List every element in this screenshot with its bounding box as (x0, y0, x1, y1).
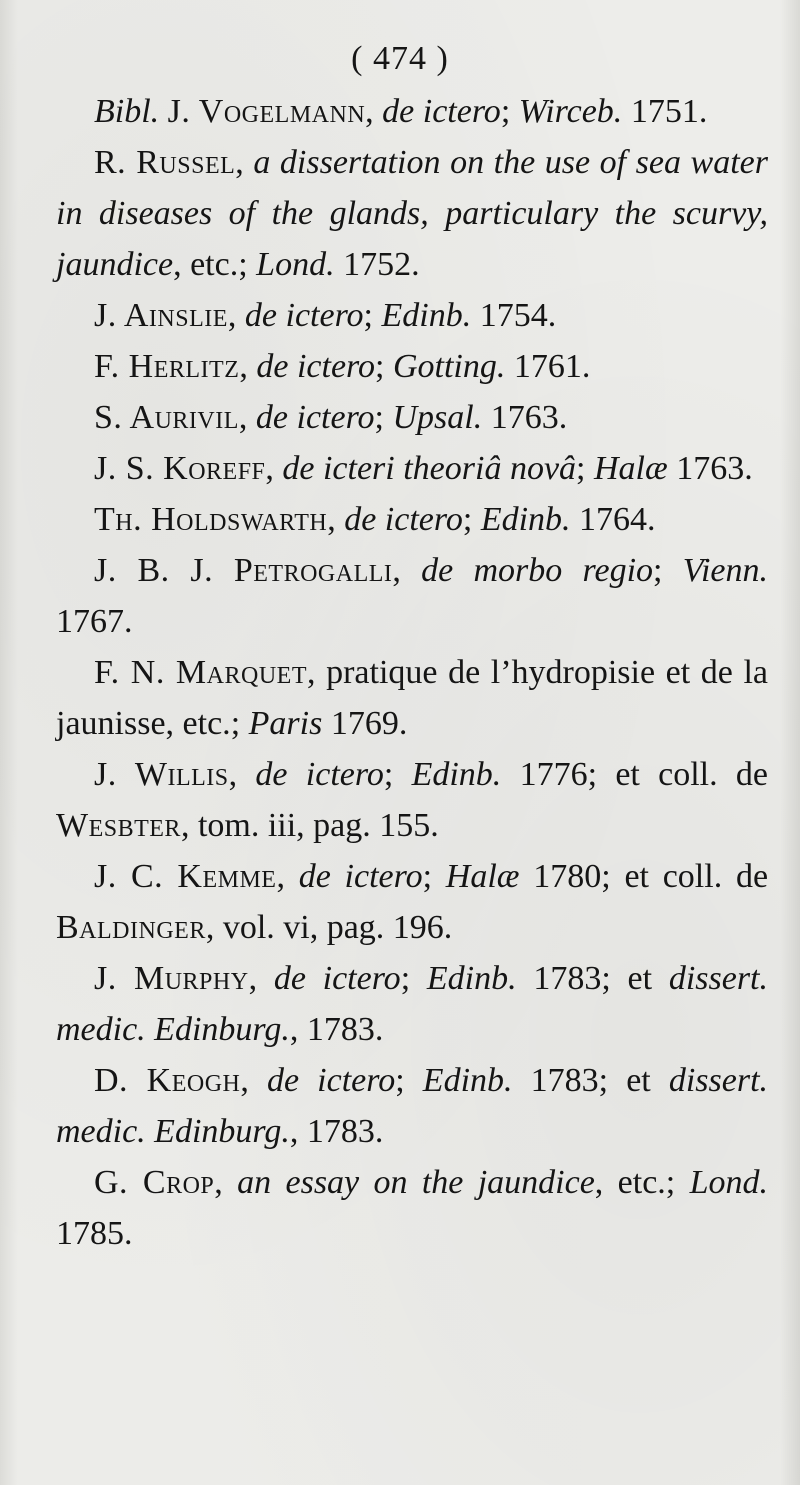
entry-tail-ref: 1783. (306, 1011, 384, 1048)
entry-year: 1764. (579, 501, 656, 538)
bibliography-entry: J. Ainslie, de ictero; Edinb. 1754. (94, 297, 557, 334)
entry-etc: etc. (190, 246, 239, 283)
entry-author: J. S. Koreff (94, 450, 266, 487)
entry-author: F. N. Marquet (94, 654, 307, 691)
entry-author: J. Vogelmann (167, 93, 366, 130)
entry-place: Halæ (445, 858, 520, 895)
bibliography-list (56, 86, 768, 1259)
entry-title: an essay on the jaundice (237, 1164, 595, 1201)
entry-author: G. Crop (94, 1164, 215, 1201)
entry-etc: etc. (182, 705, 231, 742)
entry-title: de icteri theoriâ novâ (282, 450, 577, 487)
entry-tail-italic: dissert. medic. Edinburg. (56, 960, 769, 1048)
entry-place: Gotting. (392, 348, 506, 385)
bibliography-entry: Th. Holdswarth, de ictero; Edinb. 1764. (94, 501, 656, 538)
entry-author: J. B. J. Petrogalli (94, 552, 393, 589)
entry-year: 1780 (533, 858, 602, 895)
entry-title: a dissertation on the use of sea water in diseases of the glands, particulary the scurvy, jaundice (56, 144, 769, 283)
entry-title: de ictero (344, 501, 463, 538)
entry-year: 1785. (56, 1215, 133, 1252)
entry-title: de morbo regio (421, 552, 654, 589)
entry-prefix: Bibl. (94, 93, 160, 130)
entry-place: Lond. (256, 246, 335, 283)
bibliography-entry: J. B. J. Petrogalli, de morbo regio; Vienn. 1767. (56, 552, 769, 640)
entry-year: 1751. (630, 93, 708, 130)
entry-place: Upsal. (392, 399, 483, 436)
bibliography-entry: J. S. Koreff, de icteri theoriâ novâ; Halæ 1763. (94, 450, 753, 487)
entry-title: de ictero (298, 858, 423, 895)
entry-tail-ref: vol. vi, pag. 196. (222, 909, 453, 946)
entry-title: de ictero (256, 348, 376, 385)
entry-year: 1754. (479, 297, 557, 334)
entry-tail-ref: tom. iii, pag. 155. (197, 807, 439, 844)
entry-place: Edinb. (422, 1062, 513, 1099)
bibliography-entry: J. Willis, de ictero; Edinb. 1776; et coll. de Wesbter, tom. iii, pag. 155. (56, 756, 768, 844)
bibliography-entry: G. Crop, an essay on the jaundice, etc.; Lond. 1785. (56, 1164, 769, 1252)
entry-year: 1763. (490, 399, 568, 436)
entry-tail-italic: dissert. medic. Edinburg. (56, 1062, 769, 1150)
entry-place: Vienn. (682, 552, 769, 589)
bibliography-entry: F. N. Marquet, pratique de l’hydropisie et de la jaunisse, etc.; Paris 1769. (56, 654, 768, 742)
entry-editor: Wesbter (56, 807, 181, 844)
entry-place: Edinb. (426, 960, 517, 997)
entry-place: Lond. (689, 1164, 769, 1201)
entry-author: J. Ainslie (94, 297, 228, 334)
entry-author: D. Keogh (94, 1062, 241, 1099)
bibliography-entry: Bibl. J. Vogelmann, de ictero; Wirceb. 1751. (94, 93, 708, 130)
entry-editor: Baldinger (56, 909, 206, 946)
entry-title: de ictero (266, 1062, 396, 1099)
bibliography-entry: R. Russel, a dissertation on the use of sea water in diseases of the glands, particulary the scurvy, jaundice, etc.; Lond. 1752. (56, 144, 769, 283)
entry-year: 1783 (533, 960, 602, 997)
entry-author: F. Herlitz (94, 348, 240, 385)
entry-year: 1761. (513, 348, 591, 385)
entry-place: Edinb. (381, 297, 472, 334)
entry-author: J. Murphy (94, 960, 249, 997)
entry-title: de ictero (255, 399, 375, 436)
entry-year: 1769. (330, 705, 408, 742)
entry-title: de ictero (273, 960, 401, 997)
entry-place: Wirceb. (518, 93, 623, 130)
entry-place: Edinb. (480, 501, 571, 538)
entry-year: 1767. (56, 603, 133, 640)
entry-tail-ref: 1783. (306, 1113, 384, 1150)
entry-year: 1776 (519, 756, 588, 793)
entry-author: S. Aurivil (94, 399, 239, 436)
entry-tail: et coll. de (624, 858, 769, 895)
entry-tail: et coll. de (615, 756, 768, 793)
entry-year: 1752. (343, 246, 420, 283)
entry-title: de ictero (244, 297, 364, 334)
entry-place: Paris (248, 705, 323, 742)
entry-author: R. Russel (94, 144, 236, 181)
entry-place: Halæ (594, 450, 668, 487)
entry-title: de ictero (382, 93, 501, 130)
bibliography-entry: S. Aurivil, de ictero; Upsal. 1763. (94, 399, 568, 436)
entry-year: 1783 (530, 1062, 599, 1099)
entry-author: J. C. Kemme (94, 858, 277, 895)
entry-year: 1763. (676, 450, 753, 487)
entry-tail: et (626, 1062, 651, 1099)
entry-title: pratique de l’hydropisie et de la jaunisse (56, 654, 768, 742)
entry-place: Edinb. (411, 756, 502, 793)
entry-author: J. Willis (94, 756, 229, 793)
bibliography-entry: D. Keogh, de ictero; Edinb. 1783; et dissert. medic. Edinburg., 1783. (56, 1062, 769, 1150)
entry-author: Th. Holdswarth (94, 501, 328, 538)
bibliography-entry: F. Herlitz, de ictero; Gotting. 1761. (94, 348, 591, 385)
bibliography-entry: J. C. Kemme, de ictero; Halæ 1780; et coll. de Baldinger, vol. vi, pag. 196. (56, 858, 769, 946)
page-number: ( 474 ) (351, 40, 449, 77)
bibliography-entry: J. Murphy, de ictero; Edinb. 1783; et dissert. medic. Edinburg., 1783. (56, 960, 769, 1048)
entry-etc: etc. (617, 1164, 666, 1201)
entry-tail: et (627, 960, 653, 997)
entry-title: de ictero (255, 756, 384, 793)
